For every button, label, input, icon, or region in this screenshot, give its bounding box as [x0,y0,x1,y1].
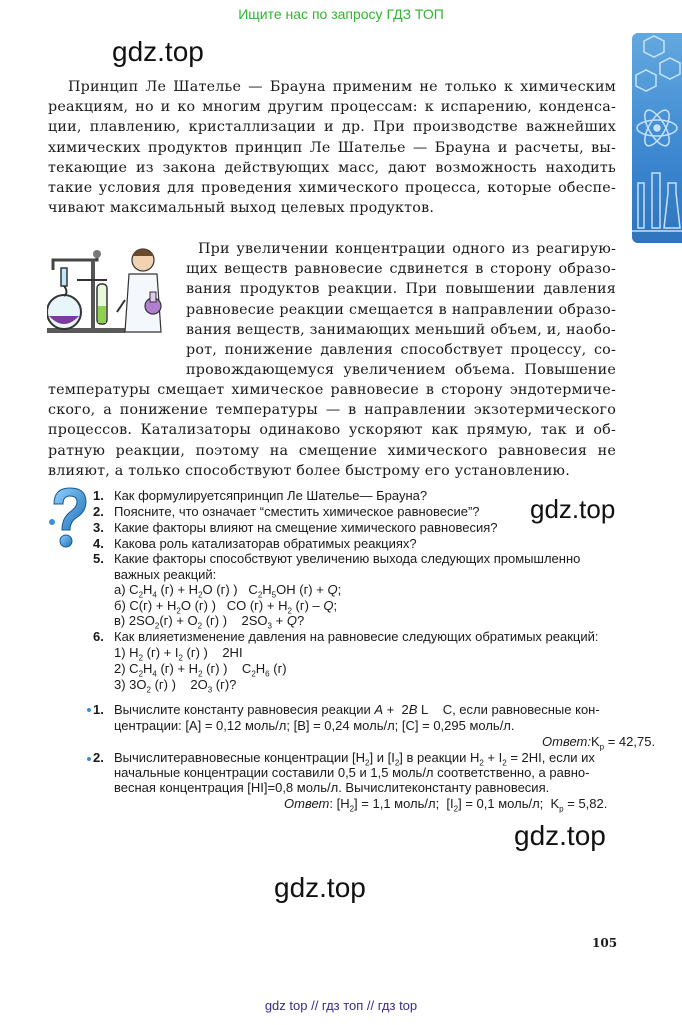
question-text: Поясните, что означает “сместить химическое равновесие”? [114,504,480,519]
text-line: процессов. Катализаторы одинаково ускоряют как прямую, так и об- [48,422,616,439]
reaction-a: а) $C_2H_4$ $(г) + H_2O$ (г) ) $C_2H_5OH$ (г) + Q; [114,582,342,600]
footer-links[interactable]: gdz top // гдз топ // гдз top [264,998,418,1013]
text-line: температуры смещает химическое равновесие в сторону эндотермиче- [48,382,616,398]
problem-number: 1. [93,702,104,717]
problem-text: Вычислите константу равновесия реакции A + 2B L C, если равновесные кон- [114,702,600,717]
problem-text: Вычислитеравновесные концентрации $[H_2]$ и $[I_2]$ в реакции $H_2 + I_2 = 2HI$, если их [114,750,595,768]
watermark: gdz.top [112,36,204,67]
page-number: 105 [592,936,618,950]
question-number: 2. [93,504,104,519]
watermark: gdz.top [274,872,366,903]
question-number: 1. [93,488,104,503]
question-text: Какие факторы влияют на смещение химического равновесия? [114,520,498,535]
text-line: влияют, а только способствуют более быстрому его установлению. [48,462,570,479]
text-line: равновесие реакции смещается в направлении образо- [186,301,616,318]
reaction-1: 1) $H_2$ $(г) + I_2$ (г) ) 2HI [114,645,243,663]
problem-text-continued: центрации: [A] = 0,12 моль/л; [B] = 0,24 моль/л; [C] = 0,295 моль/л. [114,718,515,733]
question-text: Какие факторы способствуют увеличению выхода следующих промышленно [114,551,581,566]
problem-number: 2. [93,750,104,765]
question-text-continued: важных реакций: [114,567,217,582]
problem-marker [87,708,91,712]
text-line: текающие из закона действующих масс, дают возможность находить [48,159,616,176]
text-line: чивают максимальный выход целевых продуктов. [48,200,435,217]
watermark: gdz.top [514,820,606,851]
text-line: вания веществ, занимающих меньший объем, и, наобо- [186,321,616,338]
question-number: 3. [93,520,104,535]
question-number: 4. [93,536,104,551]
text-line: При увеличении концентрации одного из реагирую- [198,241,616,257]
text-line: такие условия для проведения химического процесса, которые обеспе- [48,179,616,196]
question-text: Какова роль катализаторав обратимых реакциях? [114,536,417,551]
reaction-2: 2) $C_2H_4$ $(г) + H_2$ (г) ) $C_2H_6$ (г) [114,661,287,679]
text-line: рот, понижение давления способствует процессу, со- [186,341,616,358]
question-number: 6. [93,629,104,644]
reaction-3: 3) $3O_2$ (г) ) $2O_3$ (г)? [114,677,237,695]
question-text: Как формулируетсяпринцип Ле Шателье— Брауна? [114,488,428,503]
text-line: провождающемуся увеличением объема. Повышение [186,362,616,379]
problem-text-continued: начальные концентрации составили 0,5 и 1,5 моль/л соответственно, а равно- [114,765,590,780]
text-line: ратную реакции, поэтому на смещение химического равновесия не [48,442,616,459]
problem-text-continued: весная концентрация [HI]=0,8 моль/л. Вычислитеконстанту равновесия. [114,780,550,795]
search-banner[interactable]: Ищите нас по запросу ГДЗ ТОП [238,6,444,22]
problem-answer: $Ответ:K_p = 42,75$. [542,734,656,752]
reaction-c: в) $2SO_2(г) + O_2$ (г) ) $2SO_3 + Q$? [114,613,305,631]
text-line: химических продуктов принцип Ле Шателье — Брауна и расчеты, вы- [48,139,616,156]
question-text: Как влияетизменение давления на равновесие следующих обратимых реакций: [114,629,599,644]
problem-marker [87,757,91,761]
text-line: ции, плавлению, кристаллизации и др. При производстве важнейших [48,119,616,136]
text-line: Принцип Ле Шателье — Брауна применим не только к химическим [68,79,616,95]
watermark: gdz.top [530,494,616,524]
text-line: реакциям, но и ко многим другим процессам: к испарению, конденса- [48,99,616,116]
problem-answer: Ответ: $[H_2] = 1,1$ моль/л; $[I_2] = 0,1$ моль/л; $K_p = 5,82$. [284,796,608,814]
text-line: щих веществ равновесие сдвинется в сторону образо- [186,261,616,278]
question-number: 5. [93,551,104,566]
text-line: вания продуктов реакции. При повышении давления [186,281,616,298]
reaction-b: б) $C(г) + H_2O$ (г) ) CO $(г) + H_2$ (г) – Q; [114,598,338,616]
text-line: ского, а понижение температуры — в направлении экзотермического [48,402,616,419]
